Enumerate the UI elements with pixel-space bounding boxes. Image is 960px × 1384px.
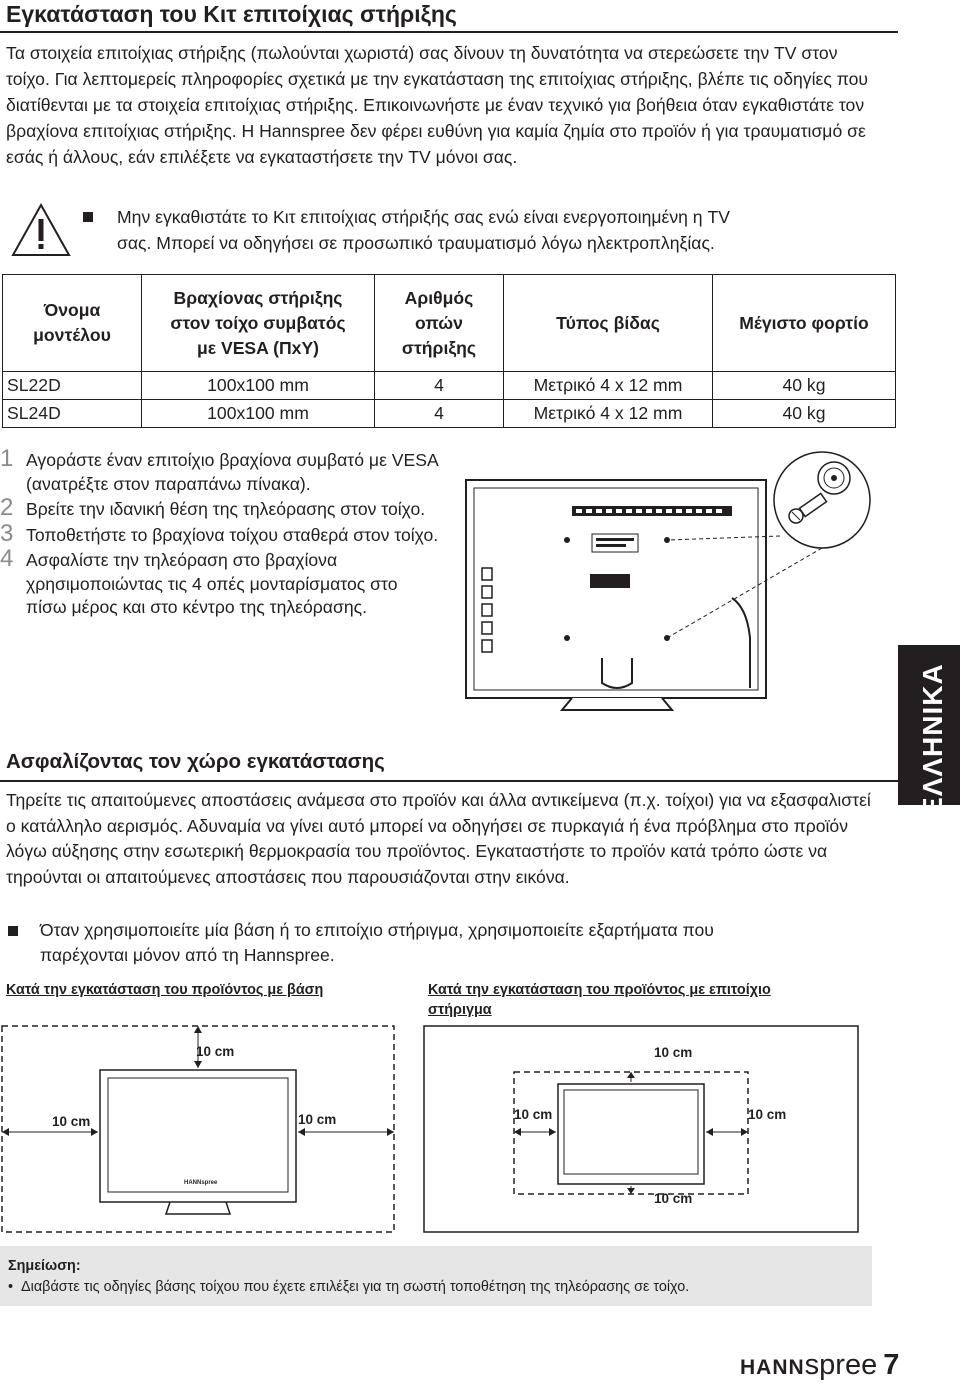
table-row — [3, 372, 896, 400]
page-number: 7 — [883, 1349, 900, 1381]
intro-paragraph: Τα στοιχεία επιτοίχιας στήριξης (πωλούνται χωριστά) σας δίνουν τη δυνατότητα να στερεώσετε την TV στον τοίχο. Για λεπτομερείς πληροφορίες σχετικά με την εγκατάσταση της επιτοίχιας στήριξης, βλέπε τις οδηγίες που διατίθενται με τα στοιχεία επιτοίχιας στήριξης. Επικοινωνήστε με έναν τεχνικό για βοήθεια όταν εγκαθιστάτε τον βραχίονα επιτοίχιας στήριξης. Η Hannspree δεν φέρει ευθύνη για καμία ζημία στο προϊόν ή για τραυματισμό σε εσάς ή άλλους, εάν επιλέξετε να εγκαταστήσετε την TV μόνοι σας. — [6, 43, 869, 167]
table-header-row — [3, 275, 896, 372]
bullet-square-icon — [8, 926, 18, 936]
header-screw-line-1: Τύπος βίδας — [556, 312, 660, 333]
header-model-line-1: Όνομα — [43, 300, 101, 320]
cell-model: SL22D — [3, 372, 142, 400]
clearance-left-label: 10 cm — [514, 1107, 553, 1122]
brand-logo-bold: HANN — [740, 1356, 805, 1379]
cell-load: 40 kg — [713, 372, 896, 400]
header-holes-line-3: στήριξης — [401, 337, 477, 358]
bullet-line-1: Όταν χρησιμοποιείτε μία βάση ή το επιτοίχιο στήριγμα, χρησιμοποιείτε εξαρτήματα που — [40, 920, 714, 940]
header-screw — [504, 275, 713, 372]
step-3 — [0, 519, 440, 548]
clearance-top-label: 10 cm — [654, 1045, 693, 1060]
header-load — [713, 275, 896, 372]
clearance-diagram-wall — [422, 1024, 860, 1234]
header-holes-line-1: Αριθμός — [404, 287, 474, 308]
warning-line-2: σας. Μπορεί να οδηγήσει σε προσωπικό τραυματισμό λόγω ηλεκτροπληξίας. — [117, 233, 715, 253]
header-bracket-line-1: Βραχίονας στήριξης — [173, 287, 343, 308]
header-bracket — [142, 275, 375, 372]
step-number: 4 — [0, 545, 14, 572]
caption-stand: Κατά την εγκατάσταση του προϊόντος με βάση — [6, 982, 324, 998]
step-number: 1 — [0, 445, 14, 472]
cell-holes: 4 — [375, 372, 504, 400]
step-text: Αγοράστε έναν επιτοίχιο βραχίονα συμβατό με VESA (ανατρέξτε στον παραπάνω πίνακα). — [26, 450, 438, 494]
cell-screw: Μετρικό 4 x 12 mm — [504, 400, 713, 428]
note-text: • Διαβάστε τις οδηγίες βάσης τοίχου που έχετε επιλέξει για τη σωστή τοποθέτηση της τηλεόρασης σε τοίχο. — [8, 1279, 690, 1295]
bullet-line-2: παρέχονται μόνον από τη Hannspree. — [40, 945, 335, 965]
warning-line-1: Μην εγκαθιστάτε το Κιτ επιτοίχιας στήριξής σας ενώ είναι ενεργοποιημένη η TV — [117, 207, 730, 227]
step-1 — [0, 445, 440, 496]
step-number: 3 — [0, 519, 14, 547]
cell-holes: 4 — [375, 400, 504, 428]
note-text-body: Διαβάστε τις οδηγίες βάσης τοίχου που έχετε επιλέξει για τη σωστή τοποθέτηση της τηλεόρασης σε τοίχο. — [21, 1279, 690, 1295]
clearance-top-label: 10 cm — [196, 1044, 235, 1059]
step-text: Ασφαλίστε την τηλεόραση στο βραχίονα χρησιμοποιώντας τις 4 οπές μονταρίσματος στο πίσω μέρος και στο κέντρο της τηλεόρασης. — [26, 550, 398, 617]
caption-wall-line-1: Κατά την εγκατάσταση του προϊόντος με επιτοίχιο — [428, 982, 771, 998]
clearance-bottom-label: 10 cm — [654, 1191, 693, 1206]
warning-block — [0, 198, 890, 260]
header-model-line-2: μοντέλου — [33, 325, 111, 345]
step-text: Τοποθετήστε το βραχίονα τοίχου σταθερά στον τοίχο. — [26, 524, 439, 545]
step-text: Βρείτε την ιδανική θέση της τηλεόρασης στον τοίχο. — [26, 499, 426, 519]
page-title: Εγκατάσταση του Κιτ επιτοίχιας στήριξης — [6, 1, 457, 27]
note-box — [0, 1246, 872, 1306]
caption-wall-line-2: στήριγμα — [428, 1002, 492, 1018]
title-divider — [0, 31, 898, 33]
header-holes — [375, 275, 504, 372]
step-4 — [0, 545, 440, 620]
language-tab-label: ΕΛΛΗΝΙΚΑ — [917, 663, 948, 816]
header-model — [3, 275, 142, 372]
bullet-square-icon — [83, 212, 93, 222]
clearance-left-label: 10 cm — [52, 1114, 91, 1129]
page-footer — [740, 1349, 899, 1382]
step-number: 2 — [0, 494, 14, 521]
clearance-right-label: 10 cm — [748, 1107, 787, 1122]
install-steps — [0, 445, 440, 622]
header-bracket-line-3: με VESA (ΠxΥ) — [196, 337, 320, 358]
clearance-right-label: 10 cm — [298, 1112, 337, 1127]
cell-load: 40 kg — [713, 400, 896, 428]
table-row — [3, 400, 896, 428]
cell-vesa: 100x100 mm — [142, 372, 375, 400]
ventilation-paragraph: Τηρείτε τις απαιτούμενες αποστάσεις ανάμεσα στο προϊόν και άλλα αντικείμενα (π.χ. τοίχοι) για να εξασφαλιστεί ο κατάλληλο αερισμός. Αδυναμία να γίνει αυτό μπορεί να οδηγήσει σε πυρκαγιά ή ένα πρόβλημα στο προϊόν λόγω αύξησης στην εσωτερική θερμοκρασία του προϊόντος. Εγκαταστήστε το προϊόν κατά τρόπο ώστε να τηρούνται οι απαιτούμενες αποστάσεις που παρουσιάζονται στην εικόνα. — [6, 790, 871, 887]
step-2 — [0, 494, 440, 522]
header-load-line-1: Μέγιστο φορτίο — [739, 312, 869, 333]
tv-brand-label: HANNspree — [184, 1180, 218, 1186]
vesa-spec-table — [2, 274, 896, 428]
tv-rear-illustration — [462, 448, 882, 718]
note-title: Σημείωση: — [8, 1258, 81, 1274]
header-holes-line-2: οπών — [415, 312, 463, 333]
clearance-diagram-stand — [0, 1024, 396, 1234]
section-heading: Ασφαλίζοντας τον χώρο εγκατάστασης — [6, 750, 385, 773]
warning-triangle-icon — [10, 202, 72, 258]
header-bracket-line-2: στον τοίχο συμβατός — [170, 312, 346, 333]
cell-screw: Μετρικό 4 x 12 mm — [504, 372, 713, 400]
cell-vesa: 100x100 mm — [142, 400, 375, 428]
brand-logo-light: spree — [804, 1349, 878, 1381]
cell-model: SL24D — [3, 400, 142, 428]
section-divider — [0, 780, 898, 782]
